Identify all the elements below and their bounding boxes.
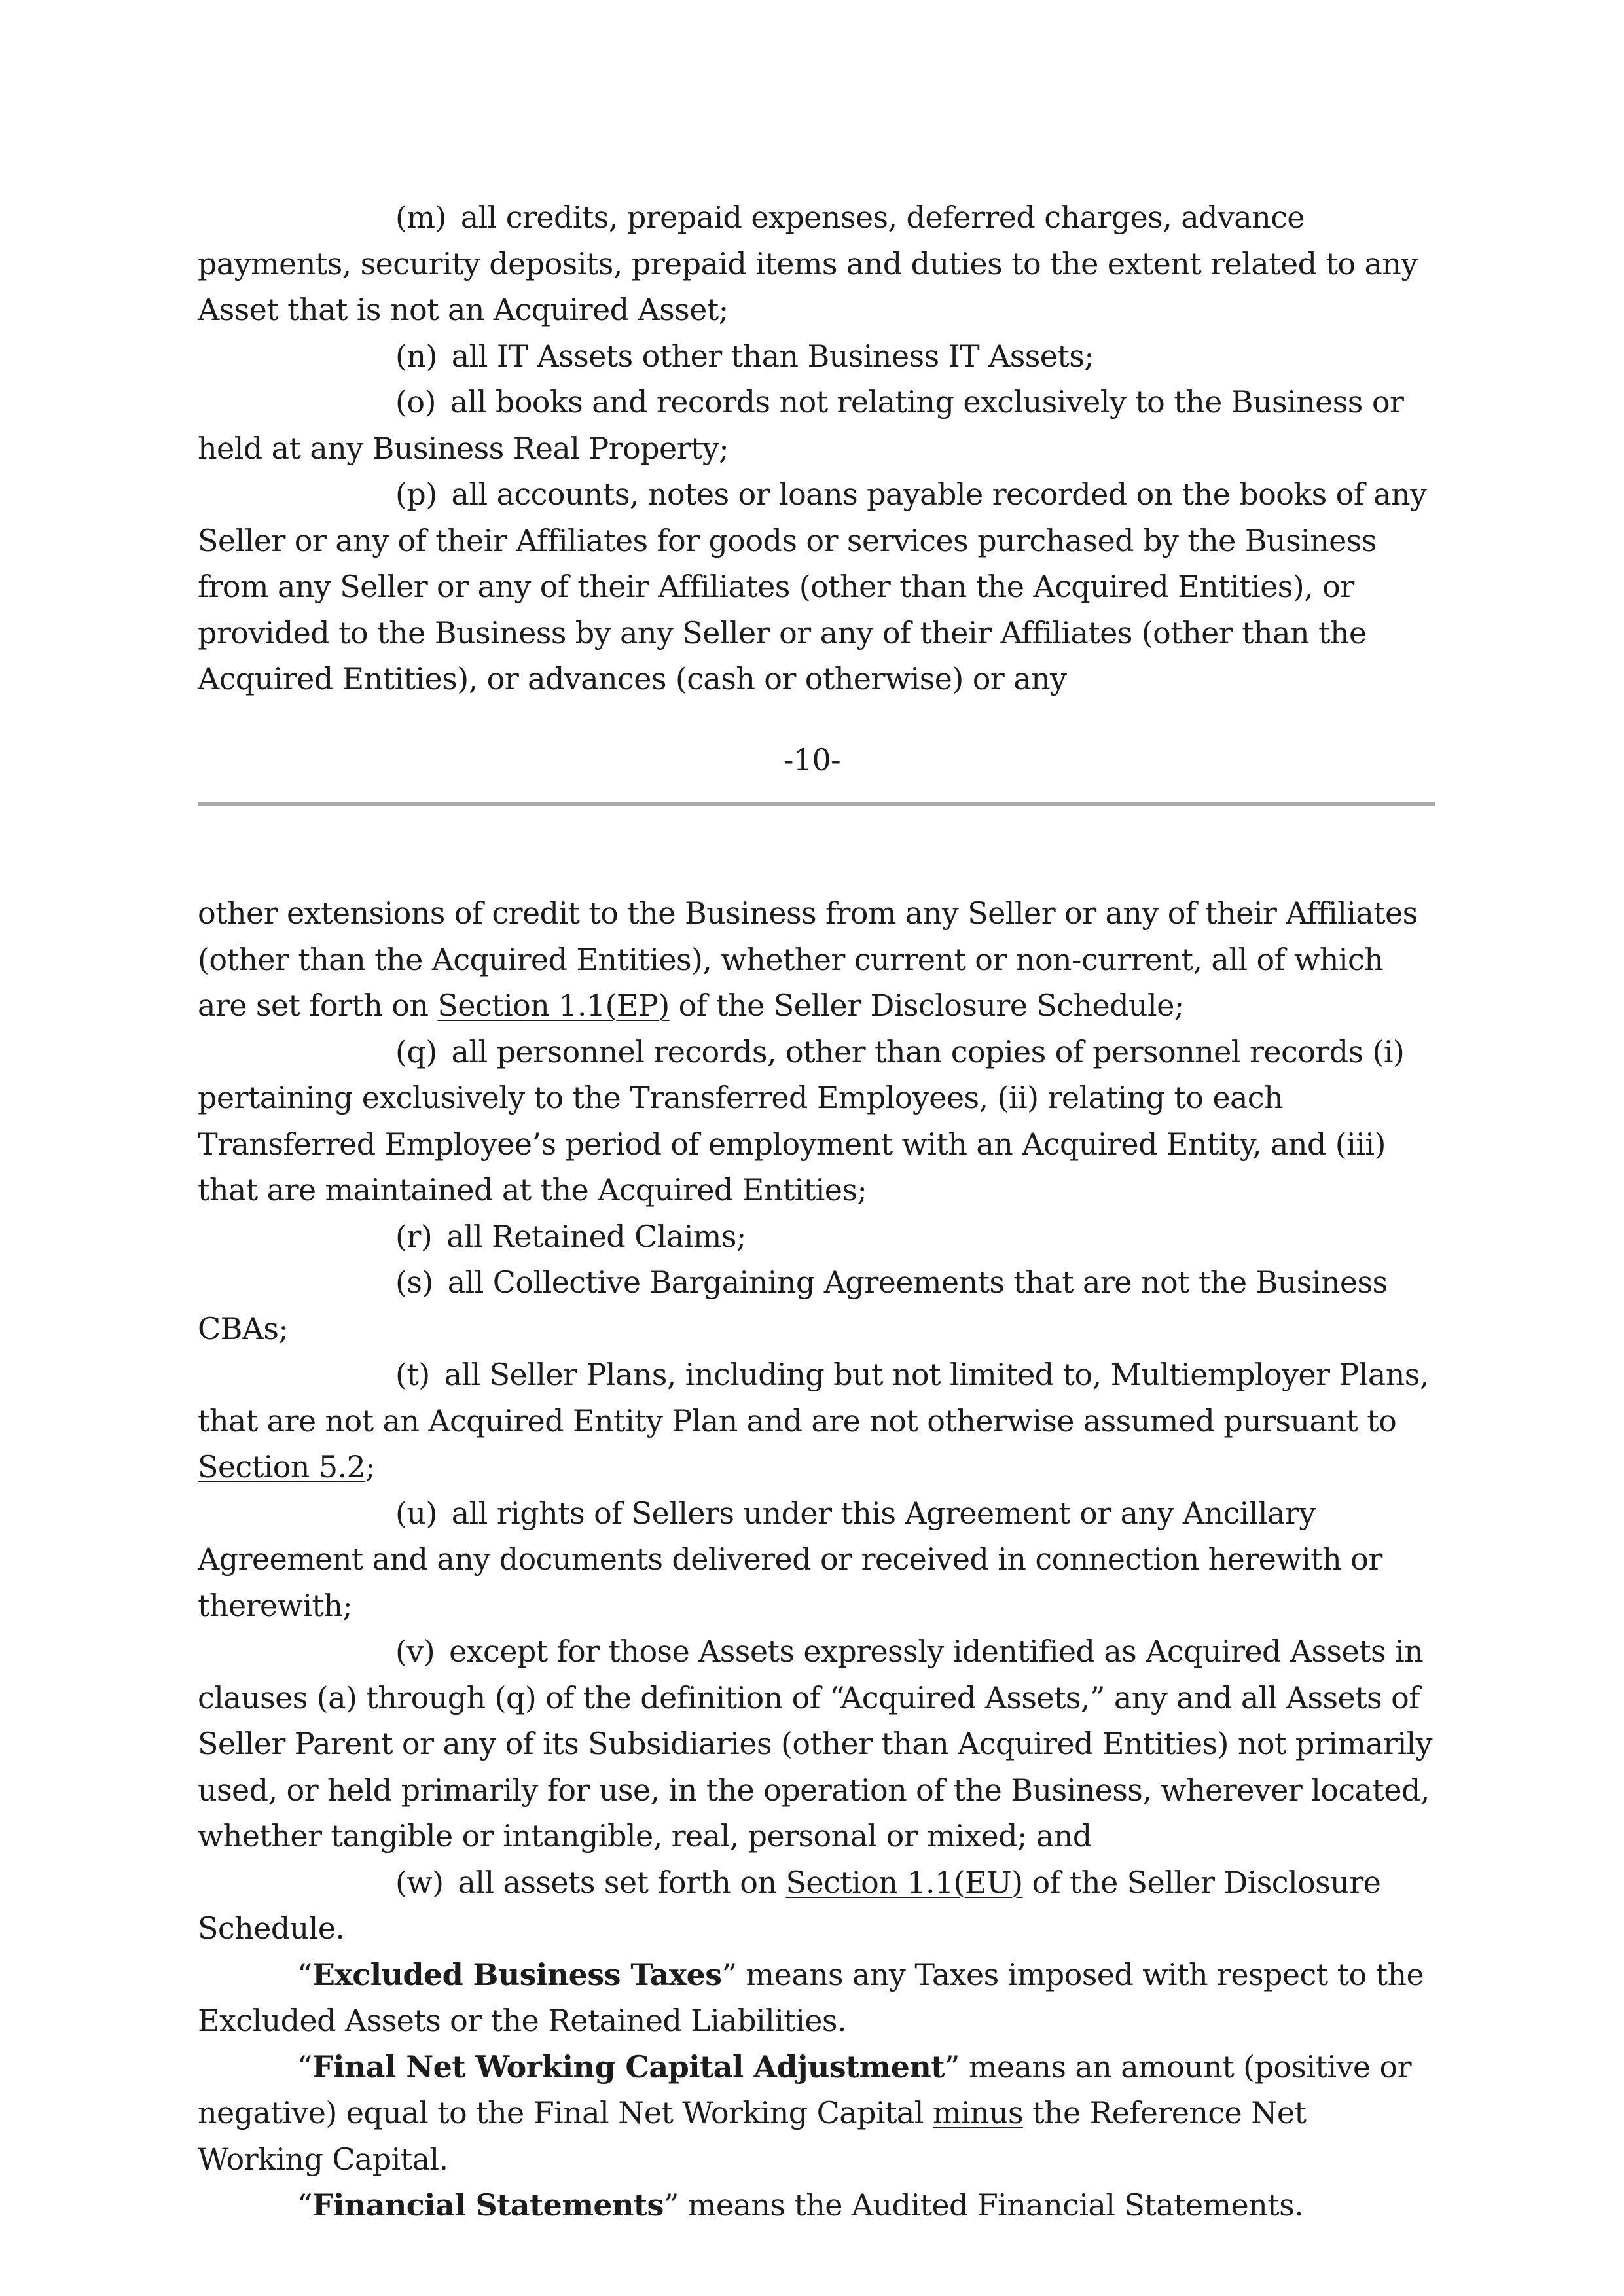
list-item-q [198, 1029, 1435, 1213]
item-label: (m) [395, 200, 446, 235]
continuation-text-end: of the Seller Disclosure Schedule; [669, 988, 1184, 1023]
defined-term: Excluded Business Taxes [312, 1956, 722, 1992]
section-link-5-2[interactable]: Section 5.2 [198, 1449, 366, 1484]
definition-excluded-business-taxes: “Excluded Business Taxes” means any Taxes imposed with respect to the Excluded Assets or the Retained Liabilities. [198, 1956, 1424, 2038]
page-top-section [198, 194, 1435, 702]
list-item-n [198, 333, 1435, 380]
definition-text: ” means an amount (positive or negative) equal to the Final Net Working Capital [198, 2049, 1412, 2130]
list-item-t [198, 1352, 1435, 1490]
list-item-p [198, 471, 1435, 702]
list-item-v [198, 1628, 1435, 1859]
item-label: (w) [395, 1864, 444, 1900]
item-text: all Collective Bargaining Agreements that are not the Business CBAs; [198, 1265, 1388, 1346]
item-label: (v) [395, 1634, 435, 1669]
item-text: all IT Assets other than Business IT Assets; [451, 338, 1094, 374]
item-label: (p) [395, 476, 437, 512]
continuation-paragraph [198, 890, 1435, 1029]
item-text: all credits, prepaid expenses, deferred charges, advance payments, security deposits, prepaid items and duties to the extent related to any Asset that is not an Acquired Asset; [198, 200, 1418, 327]
list-item-s [198, 1259, 1435, 1352]
emphasis-minus: minus [932, 2095, 1024, 2130]
defined-term: Financial Statements [312, 2187, 664, 2223]
item-label: (n) [395, 338, 437, 374]
definition-text: ” means any Taxes imposed with respect to the Excluded Assets or the Retained Liabilities. [198, 1956, 1424, 2038]
item-label: (s) [395, 1265, 433, 1300]
item-text: all assets set forth on [458, 1864, 786, 1900]
item-text: all accounts, notes or loans payable recorded on the books of any Seller or any of their Affiliates for goods or services purchased by the Business from any Seller or any of their Affiliates (other than the Acquired Entities), or provided to the Business by any Seller or any of their Affiliates (other than the Acquired Entities), or advances (cash or otherwise) or any [198, 476, 1427, 696]
defined-term: Final Net Working Capital Adjustment [312, 2049, 945, 2085]
item-text: except for those Assets expressly identified as Acquired Assets in clauses (a) through (q) of the definition of “Acquired Assets,” any and all Assets of Seller Parent or any of its Subsidiaries (other than Acquired Entities) not primarily used, or held primarily for use, in the operation of the Business, wherever located, whether tangible or intangible, real, personal or mixed; and [198, 1634, 1433, 1854]
definition-text: ” means the Audited Financial Statements. [663, 2187, 1304, 2223]
page-bottom-section [198, 890, 1435, 2229]
page-number: -10- [783, 742, 841, 778]
item-label: (t) [395, 1357, 430, 1392]
definition-text-end: the Reference Net Working Capital. [198, 2095, 1307, 2177]
list-item-m [198, 194, 1435, 333]
item-text-end: ; [365, 1449, 376, 1484]
item-label: (o) [395, 384, 436, 420]
item-text: all personnel records, other than copies of personnel records (i) pertaining exclusively to the Transferred Employees, (ii) relating to each Transferred Employee’s period of employment with an Acquired Entity, and (iii) that are maintained at the Acquired Entities; [198, 1033, 1405, 1208]
definition-final-net-working-capital-adjustment: “Final Net Working Capital Adjustment” means an amount (positive or negative) equal to the Final Net Working Capital minus the Reference Net Working Capital. [198, 2049, 1412, 2177]
item-label: (r) [395, 1218, 433, 1254]
item-text: all rights of Sellers under this Agreement or any Ancillary Agreement and any documents delivered or received in connection herewith or therewith; [198, 1495, 1382, 1623]
page-divider [198, 802, 1435, 806]
item-text: all Retained Claims; [446, 1218, 746, 1254]
section-link-1-1-eu[interactable]: Section 1.1(EU) [785, 1864, 1023, 1900]
item-label: (q) [395, 1033, 437, 1069]
list-item-w [198, 1859, 1435, 1952]
definition-financial-statements: “Financial Statements” means the Audited Financial Statements. [297, 2187, 1304, 2223]
list-item-u [198, 1490, 1435, 1629]
list-item-r [198, 1213, 1435, 1260]
section-link-1-1-ep[interactable]: Section 1.1(EP) [437, 988, 670, 1023]
item-label: (u) [395, 1495, 437, 1531]
continuation-text: other extensions of credit to the Business from any Seller or any of their Affiliates (other than the Acquired Entities), whether current or non-current, all of which are set forth on [198, 895, 1418, 1023]
item-text: all Seller Plans, including but not limited to, Multiemployer Plans, that are not an Acquired Entity Plan and are not otherwise assumed pursuant to [198, 1357, 1429, 1439]
item-text-end: of the Seller Disclosure Schedule. [198, 1864, 1381, 1946]
list-item-o [198, 379, 1435, 471]
item-text: all books and records not relating exclusively to the Business or held at any Business Real Property; [198, 384, 1404, 466]
